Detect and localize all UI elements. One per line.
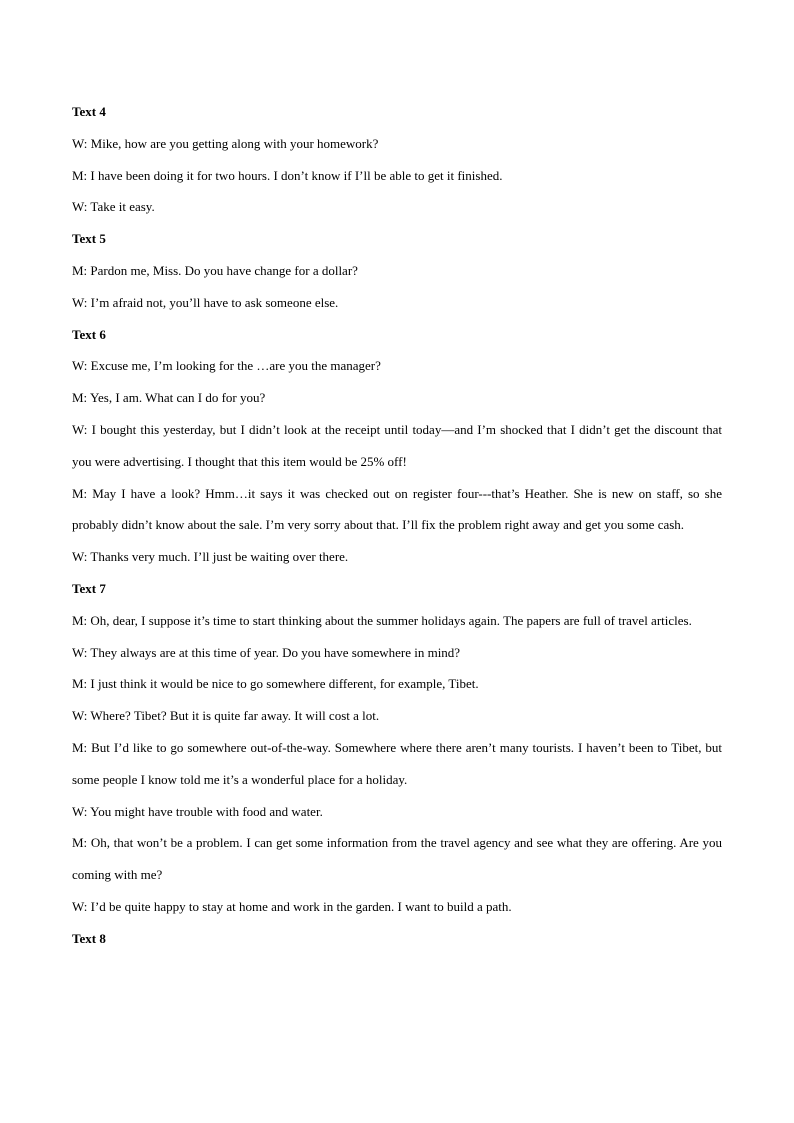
dialogue-paragraph: W: I bought this yesterday, but I didn’t look at the receipt until today—and I’m shocked that I didn’t get the discount that you were advertising. I thought that this item would be 25% off!: [72, 421, 722, 469]
document-page: [72, 96, 722, 955]
dialogue-line: W: Mike, how are you getting along with your homework?: [72, 135, 379, 151]
dialogue-line: W: Take it easy.: [72, 199, 155, 215]
section-heading-text-4: Text 4: [72, 104, 106, 119]
dialogue-line: W: I’m afraid not, you’ll have to ask someone else.: [72, 294, 339, 310]
dialogue-line: W: You might have trouble with food and water.: [72, 803, 323, 819]
dialogue-paragraph: M: But I’d like to go somewhere out-of-the-way. Somewhere where there aren’t many tourists. I haven’t been to Tibet, but some people I know told me it’s a wonderful place for a holiday.: [72, 739, 722, 787]
dialogue-paragraph: M: May I have a look? Hmm…it says it was checked out on register four---that’s Heather. She is new on staff, so she probably didn’t know about the sale. I’m very sorry about that. I’ll fix the problem right away and get you some cash.: [72, 485, 722, 533]
dialogue-line: W: I’d be quite happy to stay at home and work in the garden. I want to build a path.: [72, 898, 512, 914]
dialogue-line: M: Yes, I am. What can I do for you?: [72, 390, 266, 406]
dialogue-line: W: Excuse me, I’m looking for the …are you the manager?: [72, 358, 381, 374]
dialogue-line: M: I have been doing it for two hours. I don’t know if I’ll be able to get it finished.: [72, 167, 503, 183]
dialogue-paragraph: M: Oh, that won’t be a problem. I can get some information from the travel agency and see what they are offering. Are you coming with me?: [72, 835, 722, 883]
dialogue-line: W: Thanks very much. I’ll just be waiting over there.: [72, 549, 349, 565]
dialogue-line: M: Pardon me, Miss. Do you have change for a dollar?: [72, 262, 358, 278]
section-heading-text-7: Text 7: [72, 580, 106, 596]
section-heading-text-5: Text 5: [72, 231, 106, 247]
section-heading-text-6: Text 6: [72, 326, 106, 342]
dialogue-paragraph: M: Oh, dear, I suppose it’s time to start thinking about the summer holidays again. The papers are full of travel articles.: [72, 612, 692, 628]
dialogue-line: W: Where? Tibet? But it is quite far away. It will cost a lot.: [72, 708, 380, 724]
dialogue-line: W: They always are at this time of year. Do you have somewhere in mind?: [72, 644, 461, 660]
dialogue-line: M: I just think it would be nice to go somewhere different, for example, Tibet.: [72, 676, 479, 692]
section-heading-text-8: Text 8: [72, 930, 106, 946]
